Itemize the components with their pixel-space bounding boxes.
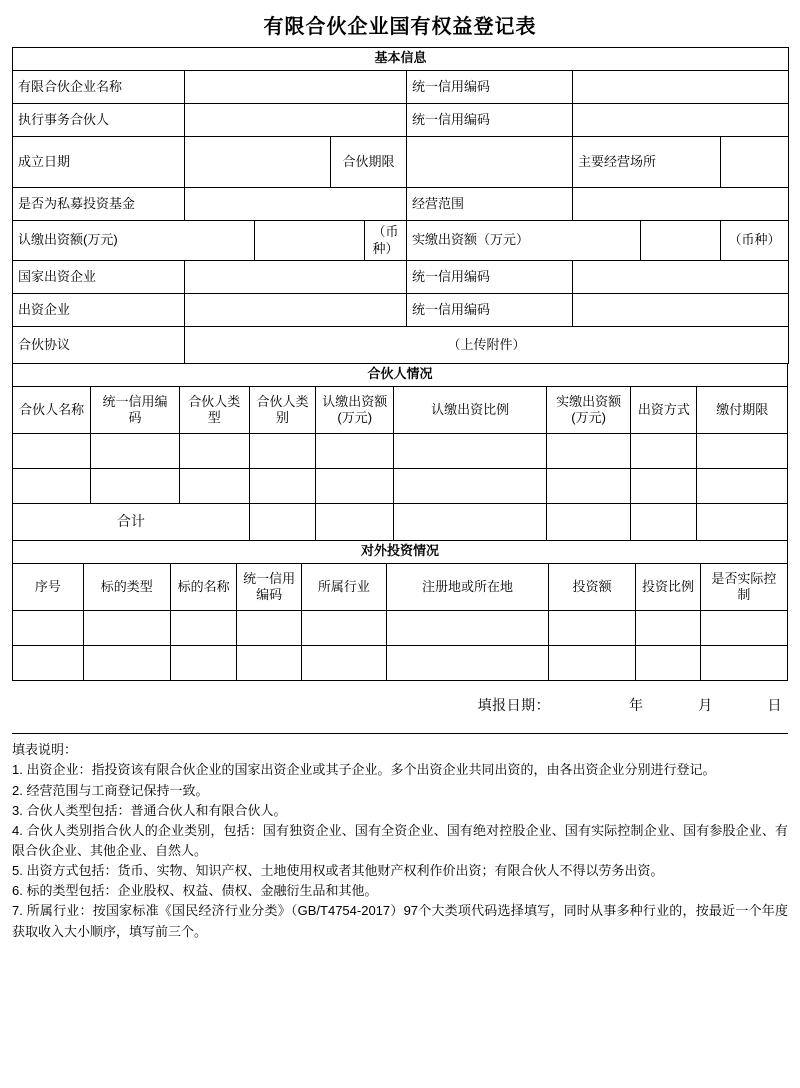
cell-contribution-method[interactable] bbox=[631, 469, 697, 504]
col-partner-type: 合伙人类型 bbox=[179, 387, 249, 434]
cell-subscribed-amount[interactable] bbox=[316, 434, 394, 469]
field-contributing-enterprise[interactable] bbox=[185, 293, 407, 326]
filing-date-label: 填报日期： bbox=[477, 697, 551, 714]
col-investment-amount: 投资额 bbox=[549, 564, 636, 611]
cell-partner-type[interactable] bbox=[179, 434, 249, 469]
field-credit-code-4[interactable] bbox=[573, 293, 789, 326]
field-main-place[interactable] bbox=[721, 137, 789, 188]
col-subscribed-ratio: 认缴出资比例 bbox=[394, 387, 547, 434]
field-credit-code-3[interactable] bbox=[573, 260, 789, 293]
cell-partner-name[interactable] bbox=[13, 469, 91, 504]
col-investment-ratio: 投资比例 bbox=[636, 564, 700, 611]
section-header-basic bbox=[13, 48, 789, 71]
note-item-7: 7. 所属行业：按国家标准《国民经济行业分类》（GB/T4754-2017）97个大类项代码选择填写，同时从事多种行业的，按最近一个年度获取收入大小顺序，填写前三个。 bbox=[12, 903, 788, 939]
note-item-1: 1. 出资企业：指投资该有限合伙企业的国家出资企业或其子企业。多个出资企业共同出资的，由各出资企业分别进行登记。 bbox=[12, 762, 716, 778]
cell-target-type[interactable] bbox=[83, 611, 170, 646]
label-partnership-agreement: 合伙协议 bbox=[13, 326, 185, 363]
cell-partner-category[interactable] bbox=[249, 469, 315, 504]
col-target-type: 标的类型 bbox=[83, 564, 170, 611]
table-row bbox=[13, 104, 789, 137]
cell-registered-location[interactable] bbox=[386, 646, 548, 681]
cell-industry[interactable] bbox=[301, 611, 386, 646]
cell-paidin-amount[interactable] bbox=[546, 434, 630, 469]
cell-partner-credit-code[interactable] bbox=[91, 434, 179, 469]
table-row bbox=[13, 434, 788, 469]
col-partner-name: 合伙人名称 bbox=[13, 387, 91, 434]
col-actual-control: 是否实际控制 bbox=[700, 564, 787, 611]
field-paidin-capital[interactable] bbox=[641, 221, 721, 261]
note-item-4: 4. 合伙人类别指合伙人的企业类别，包括：国有独资企业、国有全资企业、国有绝对控股企业、国有实际控制企业、国有参股企业、有限合伙企业、其他企业、自然人。 bbox=[12, 822, 788, 858]
cell-payment-deadline[interactable] bbox=[697, 469, 788, 504]
table-row bbox=[13, 469, 788, 504]
cell-serial-number[interactable] bbox=[13, 611, 84, 646]
label-is-private-fund: 是否为私募投资基金 bbox=[13, 188, 185, 221]
field-partnership-agreement-upload[interactable]: （上传附件） bbox=[185, 326, 789, 363]
col-partner-category: 合伙人类别 bbox=[249, 387, 315, 434]
col-paidin-amount: 实缴出资额(万元) bbox=[546, 387, 630, 434]
cell-partner-category[interactable] bbox=[249, 434, 315, 469]
field-enterprise-name[interactable] bbox=[185, 71, 407, 104]
note-item-3: 3. 合伙人类型包括：普通合伙人和有限合伙人。 bbox=[12, 802, 287, 818]
col-industry: 所属行业 bbox=[301, 564, 386, 611]
label-paidin-capital: 实缴出资额（万元） bbox=[407, 221, 641, 261]
section-title-investment: 对外投资情况 bbox=[13, 541, 788, 564]
cell-investment-ratio[interactable] bbox=[636, 611, 700, 646]
field-subscribed-capital[interactable] bbox=[255, 221, 365, 261]
label-main-place: 主要经营场所 bbox=[573, 137, 721, 188]
field-is-private-fund[interactable] bbox=[185, 188, 407, 221]
label-subscribed-capital: 认缴出资额(万元) bbox=[13, 221, 255, 261]
cell-subscribed-amount[interactable] bbox=[316, 469, 394, 504]
field-business-scope[interactable] bbox=[573, 188, 789, 221]
notes-title: 填表说明： bbox=[12, 742, 78, 758]
label-establish-date: 成立日期 bbox=[13, 137, 185, 188]
table-header-row bbox=[13, 564, 788, 611]
cell-total-2[interactable] bbox=[316, 504, 394, 541]
cell-total-4[interactable] bbox=[546, 504, 630, 541]
cell-partner-name[interactable] bbox=[13, 434, 91, 469]
label-enterprise-name: 有限合伙企业名称 bbox=[13, 71, 185, 104]
page-title: 有限合伙企业国有权益登记表 bbox=[263, 14, 537, 38]
table-row bbox=[13, 293, 789, 326]
table-row bbox=[13, 611, 788, 646]
cell-actual-control[interactable] bbox=[700, 646, 787, 681]
note-item-6: 6. 标的类型包括：企业股权、权益、债权、金融衍生品和其他。 bbox=[12, 883, 378, 899]
label-contributing-enterprise: 出资企业 bbox=[13, 293, 185, 326]
filing-date-month[interactable]: 月 bbox=[698, 697, 713, 714]
label-partners-total: 合计 bbox=[13, 504, 250, 541]
table-header-row bbox=[13, 387, 788, 434]
cell-partner-credit-code[interactable] bbox=[91, 469, 179, 504]
cell-target-credit-code[interactable] bbox=[237, 646, 301, 681]
col-partner-credit-code: 统一信用编码 bbox=[91, 387, 179, 434]
cell-payment-deadline[interactable] bbox=[697, 434, 788, 469]
cell-total-5[interactable] bbox=[631, 504, 697, 541]
field-establish-date[interactable] bbox=[185, 137, 331, 188]
field-managing-partner[interactable] bbox=[185, 104, 407, 137]
cell-investment-ratio[interactable] bbox=[636, 646, 700, 681]
field-partnership-term[interactable] bbox=[407, 137, 573, 188]
cell-paidin-amount[interactable] bbox=[546, 469, 630, 504]
note-item-5: 5. 出资方式包括：货币、实物、知识产权、土地使用权或者其他财产权利作价出资；有限合伙人不得以劳务出资。 bbox=[12, 863, 664, 879]
notes-section bbox=[12, 733, 788, 941]
col-payment-deadline: 缴付期限 bbox=[697, 387, 788, 434]
col-target-name: 标的名称 bbox=[170, 564, 236, 611]
label-partnership-term: 合伙期限 bbox=[331, 137, 407, 188]
cell-contribution-method[interactable] bbox=[631, 434, 697, 469]
table-row bbox=[13, 188, 789, 221]
cell-actual-control[interactable] bbox=[700, 611, 787, 646]
cell-investment-amount[interactable] bbox=[549, 611, 636, 646]
section-title-partners: 合伙人情况 bbox=[13, 364, 788, 387]
cell-total-1[interactable] bbox=[249, 504, 315, 541]
cell-target-credit-code[interactable] bbox=[237, 611, 301, 646]
filing-date-row bbox=[12, 695, 788, 715]
cell-industry[interactable] bbox=[301, 646, 386, 681]
table-row bbox=[13, 137, 789, 188]
label-currency-1: （币种） bbox=[365, 221, 407, 261]
col-serial-number: 序号 bbox=[13, 564, 84, 611]
label-credit-code-4: 统一信用编码 bbox=[407, 293, 573, 326]
investment-table bbox=[12, 541, 788, 681]
table-row bbox=[13, 71, 789, 104]
note-item-2: 2. 经营范围与工商登记保持一致。 bbox=[12, 782, 209, 798]
table-row bbox=[13, 646, 788, 681]
cell-total-3[interactable] bbox=[394, 504, 547, 541]
label-currency-2: （币种） bbox=[721, 221, 789, 261]
section-header-partners bbox=[13, 364, 788, 387]
section-header-investment bbox=[13, 541, 788, 564]
cell-investment-amount[interactable] bbox=[549, 646, 636, 681]
field-state-investor[interactable] bbox=[185, 260, 407, 293]
col-registered-location: 注册地或所在地 bbox=[386, 564, 548, 611]
field-credit-code-2[interactable] bbox=[573, 104, 789, 137]
basic-info-table bbox=[12, 47, 789, 364]
label-credit-code-2: 统一信用编码 bbox=[407, 104, 573, 137]
cell-subscribed-ratio[interactable] bbox=[394, 469, 547, 504]
label-credit-code-1: 统一信用编码 bbox=[407, 71, 573, 104]
filing-date-day[interactable]: 日 bbox=[767, 697, 782, 714]
table-row bbox=[13, 326, 789, 363]
field-credit-code-1[interactable] bbox=[573, 71, 789, 104]
label-state-investor: 国家出资企业 bbox=[13, 260, 185, 293]
table-total-row bbox=[13, 504, 788, 541]
cell-target-name[interactable] bbox=[170, 646, 236, 681]
col-contribution-method: 出资方式 bbox=[631, 387, 697, 434]
label-business-scope: 经营范围 bbox=[407, 188, 573, 221]
cell-total-6[interactable] bbox=[697, 504, 788, 541]
col-subscribed-amount: 认缴出资额(万元) bbox=[316, 387, 394, 434]
label-credit-code-3: 统一信用编码 bbox=[407, 260, 573, 293]
filing-date-year[interactable]: 年 bbox=[628, 697, 644, 714]
cell-subscribed-ratio[interactable] bbox=[394, 434, 547, 469]
table-row bbox=[13, 260, 789, 293]
label-managing-partner: 执行事务合伙人 bbox=[13, 104, 185, 137]
partners-table bbox=[12, 364, 788, 541]
cell-target-name[interactable] bbox=[170, 611, 236, 646]
col-target-credit-code: 统一信用编码 bbox=[237, 564, 301, 611]
cell-serial-number[interactable] bbox=[13, 646, 84, 681]
cell-partner-type[interactable] bbox=[179, 469, 249, 504]
table-row bbox=[13, 221, 789, 261]
section-title-basic: 基本信息 bbox=[13, 48, 789, 71]
cell-registered-location[interactable] bbox=[386, 611, 548, 646]
cell-target-type[interactable] bbox=[83, 646, 170, 681]
